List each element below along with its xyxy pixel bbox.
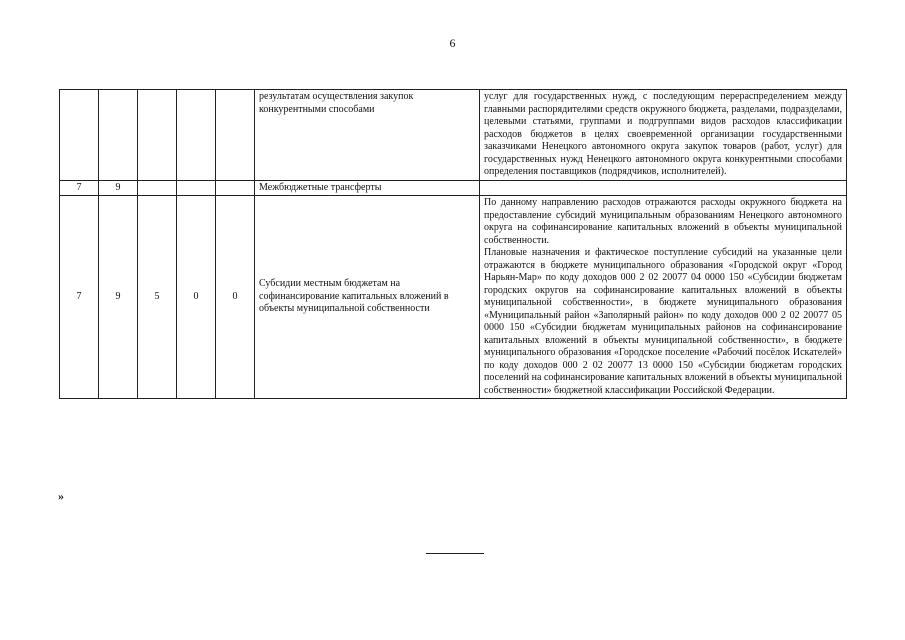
description-cell — [480, 90, 847, 181]
description-paragraph: По данному направлению расходов отражаются расходы окружного бюджета на предоставление субсидий муниципальным образованиям Ненецкого автономного округа на софинансирование капитальных вложений в объекты муниципальной собственности. — [484, 197, 842, 246]
page-number: 6 — [449, 36, 456, 50]
code-cell: 5 — [138, 196, 177, 399]
budget-classification-table — [59, 89, 847, 399]
description-paragraph: услуг для государственных нужд, с последующим перераспределением между главными распорядителями средств окружного бюджета, разделами, подразделами, целевыми статьями, группами и подгруппами видов расходов классификации расходов бюджетов в целях своевременной организации государственными заказчиками Ненецкого автономного округа закупок товаров (работ, услуг) для государственных нужд Ненецкого автономного округа конкурентными способами определения поставщиков (подрядчиков, исполнителей). — [484, 91, 842, 177]
expense-name-cell: Субсидии местным бюджетам на софинансирование капитальных вложений в объекты муниципальной собственности — [255, 196, 480, 399]
table-row — [60, 90, 847, 181]
expense-name-cell: Межбюджетные трансферты — [255, 180, 480, 196]
code-cell: 9 — [99, 180, 138, 196]
description-cell — [480, 196, 847, 399]
code-cell: 0 — [216, 196, 255, 399]
code-cell — [138, 180, 177, 196]
code-cell: 9 — [99, 196, 138, 399]
code-cell — [216, 180, 255, 196]
code-cell: 0 — [177, 196, 216, 399]
footer-rule — [426, 553, 484, 554]
description-paragraph: Плановые назначения и фактическое поступление субсидий на указанные цели отражаются в бюджете муниципального образования «Городской округ «Город Нарьян-Мар» по коду доходов 000 2 02 20077 04 0000 150 «Субсидии бюджетам городских округов на софинансирование капитальных вложений в объекты муниципальной собственности», в бюджете муниципального образования «Муниципальный район «Заполярный район» по коду доходов 000 2 02 20077 05 0000 150 «Субсидии бюджетам муниципальных районов на софинансирование капитальных вложений в объекты муниципальной собственности», в бюджете муниципального образования «Городское поселение «Рабочий посёлок Искателей» по коду доходов 000 2 02 20077 13 0000 150 «Субсидии бюджетам городских поселений на софинансирование капитальных вложений в объекты муниципальной собственности» бюджетной классификации Российской Федерации. — [484, 247, 842, 396]
expense-name-cell: результатам осуществления закупок конкурентными способами — [255, 90, 480, 181]
closing-quote-mark: » — [58, 489, 64, 503]
code-cell — [177, 90, 216, 181]
code-cell — [99, 90, 138, 181]
table-row — [60, 180, 847, 196]
description-cell — [480, 180, 847, 196]
code-cell — [138, 90, 177, 181]
code-cell: 7 — [60, 180, 99, 196]
code-cell — [60, 90, 99, 181]
table-row — [60, 196, 847, 399]
code-cell: 7 — [60, 196, 99, 399]
code-cell — [216, 90, 255, 181]
code-cell — [177, 180, 216, 196]
